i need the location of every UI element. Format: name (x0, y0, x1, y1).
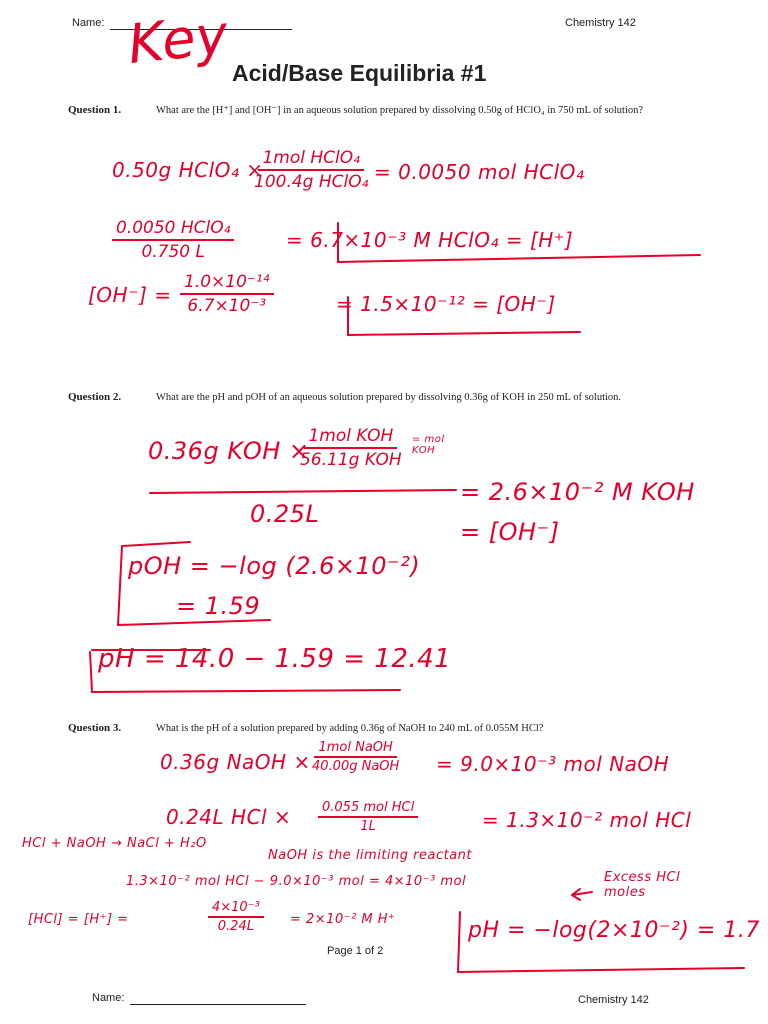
q1-oh-box (348, 297, 580, 335)
q3-work-l6-end: = 2×10⁻² M H⁺ (290, 912, 396, 927)
q2-work-l1-end2: = [OH⁻] (460, 518, 560, 546)
q2-outer-fraction-bar (150, 490, 456, 493)
q3-l1-num: 1mol NaOH (314, 740, 396, 758)
q3-work-l1-end: = 9.0×10⁻³ mol NaOH (436, 752, 670, 776)
q3-l2-den: 1L (360, 819, 376, 834)
question-2-text: What are the pH and pOH of an aqueous solution prepared by dissolving 0.36g of KOH in 250 mL of solution. (156, 392, 622, 403)
q3-work-l2-start: 0.24L HCl × (166, 805, 292, 829)
q2-work-l1-outer-den: 0.25L (250, 500, 320, 528)
q1-work-l2-end: = 6.7×10⁻³ M HClO₄ = [H⁺] (286, 228, 574, 252)
q2-work-l1-note: = mol KOH (412, 434, 445, 456)
q3-work-l5-note: Excess HCl moles (604, 870, 681, 900)
q2-work-l2: pOH = −log (2.6×10⁻²) (128, 552, 421, 580)
footer-course: Chemistry 142 (578, 994, 649, 1006)
q3-work-l7: pH = −log(2×10⁻²) = 1.7 (468, 918, 760, 943)
name-label: Name: (72, 17, 105, 29)
q3-ph-box (458, 912, 744, 972)
q3-arrow (572, 889, 592, 900)
q3-work-l5: 1.3×10⁻² mol HCl − 9.0×10⁻³ mol = 4×10⁻³ mol (126, 874, 467, 889)
ink-group (90, 223, 744, 972)
question-3-text: What is the pH of a solution prepared by adding 0.36g of NaOH to 240 mL of 0.055M HCl? (156, 723, 544, 734)
q3-l2-num: 0.055 mol HCl (318, 800, 418, 818)
question-1-text: What are the [H⁺] and [OH⁻] in an aqueous solution prepared by dissolving 0.50g of HClO₄ in 750 mL of solution? (156, 105, 644, 116)
page-title: Acid/Base Equilibria #1 (232, 60, 487, 86)
footer-name-label: Name: (92, 992, 125, 1004)
q1-work-l1-start: 0.50g HClO₄ × (112, 158, 264, 182)
question-2-label: Question 2. (68, 391, 122, 403)
q1-l3-den: 6.7×10⁻³ (187, 296, 267, 316)
key-handwritten: Key (124, 2, 232, 77)
q2-ph-box (90, 650, 400, 692)
q2-work-l3: = 1.59 (176, 592, 261, 620)
q3-work-l2-end: = 1.3×10⁻² mol HCl (482, 808, 692, 832)
q2-l1-den: 56.11g KOH (300, 450, 402, 470)
q1-l1-den: 100.4g HClO₄ (254, 172, 369, 192)
q1-l3-num: 1.0×10⁻¹⁴ (180, 272, 274, 295)
q1-l2-num: 0.0050 HClO₄ (112, 218, 234, 241)
question-1-label: Question 1. (68, 104, 122, 116)
q1-l2-den: 0.750 L (141, 242, 205, 262)
q1-work-l3-end: = 1.5×10⁻¹² = [OH⁻] (336, 292, 556, 316)
q1-work-l1-end: = 0.0050 mol HClO₄ (374, 160, 585, 184)
q1-h-box (338, 223, 700, 262)
q3-work-l1-start: 0.36g NaOH × (160, 750, 311, 774)
q3-work-l6-start: [HCl] = [H⁺] = (28, 912, 129, 927)
course-label: Chemistry 142 (565, 17, 636, 29)
q2-poh-box (118, 542, 270, 625)
q2-l1-num: 1mol KOH (304, 426, 397, 449)
page-number: Page 1 of 2 (327, 945, 384, 957)
q2-work-l4: pH = 14.0 − 1.59 = 12.41 (98, 644, 452, 674)
q1-work-l3-start: [OH⁻] = (88, 283, 172, 307)
q3-work-l4: NaOH is the limiting reactant (268, 848, 473, 863)
question-3-label: Question 3. (68, 722, 122, 734)
q3-l6-num: 4×10⁻³ (208, 900, 264, 918)
q2-work-l1-start: 0.36g KOH × (148, 437, 310, 465)
q2-work-l1-end: = 2.6×10⁻² M KOH (460, 478, 695, 506)
q3-l6-den: 0.24L (217, 919, 254, 934)
q3-work-l3: HCl + NaOH → NaCl + H₂O (22, 836, 207, 851)
q1-l1-num: 1mol HClO₄ (258, 148, 363, 171)
q3-l1-den: 40.00g NaOH (312, 759, 400, 774)
